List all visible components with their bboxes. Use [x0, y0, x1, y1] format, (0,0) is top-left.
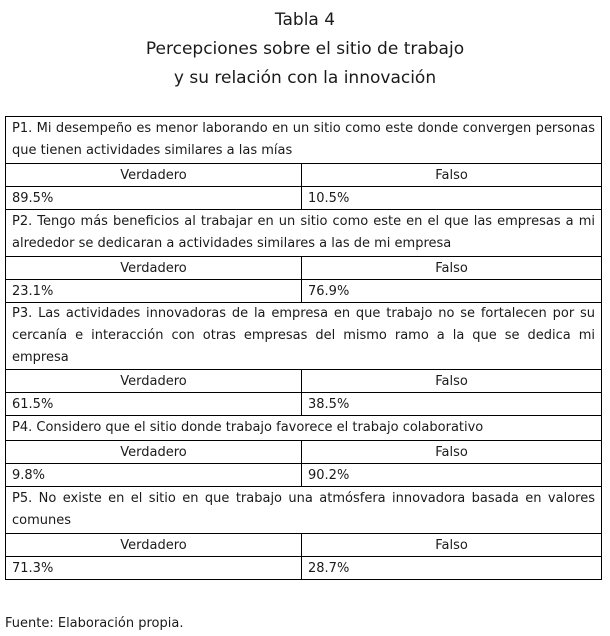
false-value-p1: 10.5%: [302, 187, 602, 210]
false-value-p5: 28.7%: [302, 557, 602, 580]
true-label-p4: Verdadero: [6, 441, 302, 464]
values-row-p4: [6, 464, 602, 487]
true-value-p2: 23.1%: [6, 280, 302, 303]
true-value-p3: 61.5%: [6, 393, 302, 416]
true-label-p2: Verdadero: [6, 257, 302, 280]
question-text-p5: P5. No existe en el sitio en que trabajo una atmósfera innovadora basada en valores comunes: [6, 487, 602, 534]
options-header-row-p2: [6, 257, 602, 280]
options-header-row-p4: [6, 441, 602, 464]
values-row-p1: [6, 187, 602, 210]
true-label-p3: Verdadero: [6, 370, 302, 393]
table-title-line-1: Percepciones sobre el sitio de trabajo: [145, 39, 465, 59]
true-label-p5: Verdadero: [6, 534, 302, 557]
false-value-p4: 90.2%: [302, 464, 602, 487]
table-title-line-2: y su relación con la innovación: [173, 68, 437, 88]
table-caption: [0, 6, 610, 93]
table-label: Tabla 4: [274, 10, 336, 30]
true-value-p4: 9.8%: [6, 464, 302, 487]
options-header-row-p1: [6, 164, 602, 187]
false-label-p1: Falso: [302, 164, 602, 187]
values-row-p3: [6, 393, 602, 416]
options-header-row-p5: [6, 534, 602, 557]
values-row-p5: [6, 557, 602, 580]
question-row-p1: [6, 117, 602, 164]
false-label-p4: Falso: [302, 441, 602, 464]
true-value-p1: 89.5%: [6, 187, 302, 210]
question-text-p3: P3. Las actividades innovadoras de la empresa en que trabajo no se fortalecen por su cercanía e interacción con otras empresas del mismo ramo a la que se dedica mi empresa: [6, 303, 602, 370]
question-row-p5: [6, 487, 602, 534]
false-label-p3: Falso: [302, 370, 602, 393]
question-row-p3: [6, 303, 602, 370]
false-label-p5: Falso: [302, 534, 602, 557]
false-value-p3: 38.5%: [302, 393, 602, 416]
question-text-p4: P4. Considero que el sitio donde trabajo favorece el trabajo colaborativo: [6, 416, 602, 441]
options-header-row-p3: [6, 370, 602, 393]
question-text-p2: P2. Tengo más beneficios al trabajar en un sitio como este en el que las empresas a mi alrededor se dedicaran a actividades similares a las de mi empresa: [6, 210, 602, 257]
false-label-p2: Falso: [302, 257, 602, 280]
question-text-p1: P1. Mi desempeño es menor laborando en un sitio como este donde convergen personas que tienen actividades similares a las mías: [6, 117, 602, 164]
values-row-p2: [6, 280, 602, 303]
question-row-p4: [6, 416, 602, 441]
perceptions-table: [5, 116, 602, 580]
question-row-p2: [6, 210, 602, 257]
true-value-p5: 71.3%: [6, 557, 302, 580]
source-note: Fuente: Elaboración propia.: [5, 616, 184, 631]
false-value-p2: 76.9%: [302, 280, 602, 303]
true-label-p1: Verdadero: [6, 164, 302, 187]
